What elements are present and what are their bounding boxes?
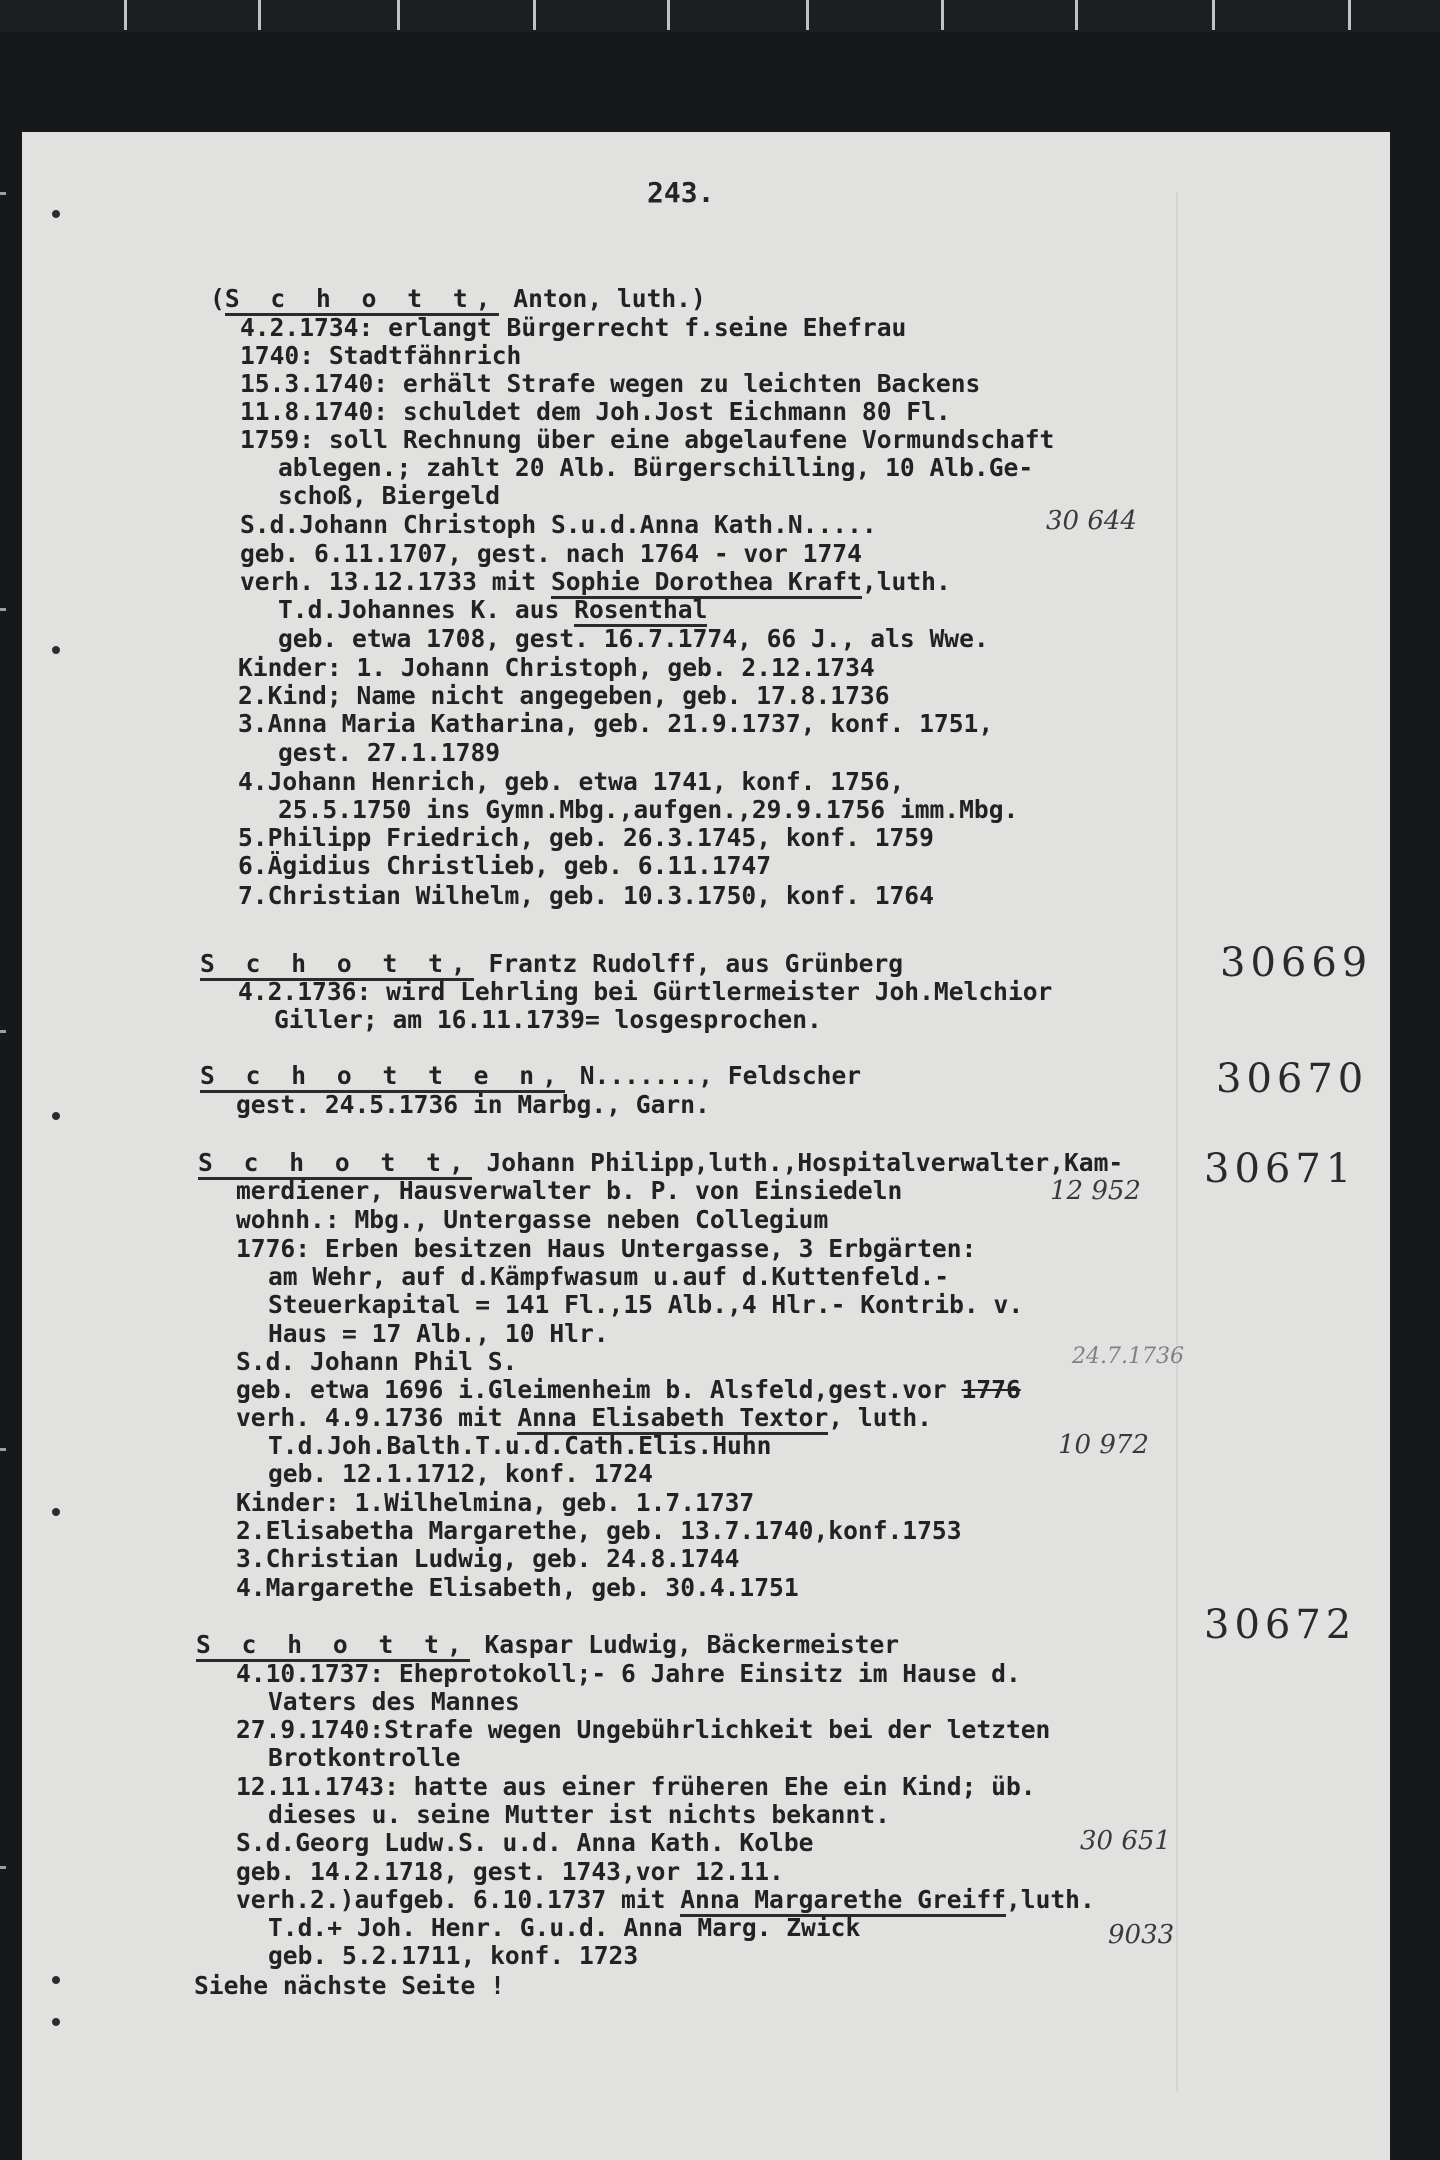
spouse-name: Sophie Dorothea Kraft — [551, 567, 862, 599]
scan-tick — [1212, 0, 1215, 30]
entry-line: 5.Philipp Friedrich, geb. 26.3.1745, konf. 1759 — [238, 823, 934, 852]
entry-line: gest. 27.1.1789 — [278, 738, 501, 767]
entry-line: 2.Kind; Name nicht angegeben, geb. 17.8.1736 — [238, 681, 890, 710]
entry-line: 4.2.1736: wird Lehrling bei Gürtlermeister Joh.Melchior — [238, 977, 1053, 1006]
entry-heading-rest: Johann Philipp,luth.,Hospitalverwalter,Kam- — [471, 1148, 1124, 1177]
surname: S c h o t t, — [200, 949, 474, 981]
record-number-stamp: 30671 — [1204, 1146, 1357, 1192]
entry-line: 2.Elisabetha Margarethe, geb. 13.7.1740,konf.1753 — [236, 1516, 962, 1545]
scan-tick — [941, 0, 944, 30]
entry-heading-rest: Kaspar Ludwig, Bäckermeister — [469, 1630, 900, 1659]
line-prefix: verh. 13.12.1733 mit — [240, 567, 551, 596]
place-name: Rosenthal — [574, 595, 707, 627]
entry-line: T.d.Joh.Balth.T.u.d.Cath.Elis.Huhn — [268, 1431, 772, 1460]
entry-line: S.d.Georg Ludw.S. u.d. Anna Kath. Kolbe — [236, 1828, 814, 1857]
entry-line: S.d. Johann Phil S. — [236, 1347, 518, 1376]
entry-line: geb. 6.11.1707, gest. nach 1764 - vor 1774 — [240, 539, 862, 568]
spouse-name: Anna Margarethe Greiff — [680, 1885, 1006, 1917]
line-suffix: ,luth. — [861, 567, 951, 596]
entry-heading — [198, 1149, 1123, 1177]
scan-tick — [667, 0, 670, 30]
scan-tick — [533, 0, 536, 30]
entry-line: 3.Christian Ludwig, geb. 24.8.1744 — [236, 1544, 740, 1573]
entry-line: ablegen.; zahlt 20 Alb. Bürgerschilling, 10 Alb.Ge- — [278, 453, 1034, 482]
entry-line: 1776: Erben besitzen Haus Untergasse, 3 Erbgärten: — [236, 1234, 977, 1263]
punch-hole — [52, 646, 60, 654]
entry-line: 15.3.1740: erhält Strafe wegen zu leichten Backens — [240, 369, 981, 398]
handwritten-note: 9033 — [1108, 1920, 1175, 1950]
entry-line: geb. 12.1.1712, konf. 1724 — [268, 1459, 653, 1488]
entry-heading — [196, 1631, 899, 1659]
entry-line: Steuerkapital = 141 Fl.,15 Alb.,4 Hlr.- Kontrib. v. — [268, 1290, 1024, 1319]
line-suffix: , luth. — [828, 1403, 932, 1432]
handwritten-note: 30 644 — [1046, 506, 1137, 536]
spouse-name: Anna Elisabeth Textor — [517, 1403, 828, 1435]
entry-line — [278, 596, 707, 624]
line-prefix: verh. 4.9.1736 mit — [236, 1403, 518, 1432]
scan-edge-strip — [0, 0, 1440, 32]
line-suffix: ,luth. — [1005, 1885, 1095, 1914]
handwritten-note: 30 651 — [1080, 1826, 1171, 1856]
entry-line: 7.Christian Wilhelm, geb. 10.3.1750, konf. 1764 — [238, 881, 934, 910]
entry-heading — [210, 285, 706, 313]
entry-line: Kinder: 1.Wilhelmina, geb. 1.7.1737 — [236, 1488, 755, 1517]
scan-tick — [1075, 0, 1078, 30]
line-text: geb. etwa 1696 i.Gleimenheim b. Alsfeld,gest.vor — [236, 1375, 962, 1404]
entry-line: schoß, Biergeld — [278, 481, 501, 510]
continued-note: Siehe nächste Seite ! — [194, 1971, 505, 2000]
edge-mark — [0, 1448, 6, 1451]
page-fold-line — [1176, 192, 1178, 2092]
entry-line: Vaters des Mannes — [268, 1687, 520, 1716]
entry-heading-rest: Frantz Rudolff, aus Grünberg — [473, 949, 904, 978]
scan-tick — [258, 0, 261, 30]
surname: S c h o t t e n, — [200, 1061, 565, 1093]
record-number-stamp: 30670 — [1216, 1056, 1369, 1102]
scan-tick — [1348, 0, 1351, 30]
punch-hole — [52, 1508, 60, 1516]
scan-tick — [806, 0, 809, 30]
entry-line: 4.10.1737: Eheprotokoll;- 6 Jahre Einsitz im Hause d. — [236, 1659, 1021, 1688]
entry-line: 6.Ägidius Christlieb, geb. 6.11.1747 — [238, 851, 772, 880]
entry-heading-rest: N......., Feldscher — [564, 1061, 862, 1090]
entry-line: geb. 14.2.1718, gest. 1743,vor 12.11. — [236, 1857, 784, 1886]
entry-line — [236, 1376, 1021, 1404]
surname: S c h o t t, — [196, 1630, 470, 1662]
handwritten-note: 24.7.1736 — [1072, 1344, 1184, 1369]
entry-line: am Wehr, auf d.Kämpfwasum u.auf d.Kuttenfeld.- — [268, 1262, 950, 1291]
edge-mark — [0, 1030, 6, 1033]
line-prefix: T.d.Johannes K. aus — [278, 595, 575, 624]
entry-line: gest. 24.5.1736 in Marbg., Garn. — [236, 1090, 710, 1119]
entry-line — [236, 1404, 932, 1432]
entry-line: geb. 5.2.1711, konf. 1723 — [268, 1941, 639, 1970]
punch-hole — [52, 1112, 60, 1120]
handwritten-note: 12 952 — [1050, 1176, 1141, 1206]
punch-hole — [52, 1976, 60, 1984]
record-number-stamp: 30672 — [1204, 1602, 1357, 1648]
entry-line: Giller; am 16.11.1739= losgesprochen. — [274, 1005, 822, 1034]
scan-tick — [397, 0, 400, 30]
entry-line: merdiener, Hausverwalter b. P. von Einsiedeln — [236, 1176, 903, 1205]
entry-line: T.d.+ Joh. Henr. G.u.d. Anna Marg. Zwick — [268, 1913, 861, 1942]
entry-line: Kinder: 1. Johann Christoph, geb. 2.12.1734 — [238, 653, 875, 682]
entry-line: wohnh.: Mbg., Untergasse neben Collegium — [236, 1205, 829, 1234]
entry-line — [236, 1886, 1095, 1914]
struck-out-year: 1776 — [961, 1375, 1021, 1404]
edge-mark — [0, 608, 6, 611]
entry-heading-rest: Anton, luth.) — [498, 284, 706, 313]
entry-line: geb. etwa 1708, gest. 16.7.1774, 66 J., als Wwe. — [278, 624, 989, 653]
index-card-page — [22, 132, 1390, 2160]
scan-tick — [124, 0, 127, 30]
edge-mark — [0, 192, 6, 195]
surname: S c h o t t, — [198, 1148, 472, 1180]
edge-mark — [0, 1866, 6, 1869]
entry-heading — [200, 950, 903, 978]
entry-line: 3.Anna Maria Katharina, geb. 21.9.1737, konf. 1751, — [238, 709, 994, 738]
entry-line: 12.11.1743: hatte aus einer früheren Ehe ein Kind; üb. — [236, 1772, 1036, 1801]
entry-line: 11.8.1740: schuldet dem Joh.Jost Eichmann 80 Fl. — [240, 397, 951, 426]
handwritten-note: 10 972 — [1058, 1430, 1149, 1460]
entry-line: 27.9.1740:Strafe wegen Ungebührlichkeit bei der letzten — [236, 1715, 1051, 1744]
entry-line: Brotkontrolle — [268, 1743, 461, 1772]
punch-hole — [52, 210, 60, 218]
entry-line: 1759: soll Rechnung über eine abgelaufene Vormundschaft — [240, 425, 1055, 454]
punch-hole — [52, 2018, 60, 2026]
entry-line: 1740: Stadtfähnrich — [240, 341, 522, 370]
entry-line: 25.5.1750 ins Gymn.Mbg.,aufgen.,29.9.1756 imm.Mbg. — [278, 795, 1019, 824]
entry-line: S.d.Johann Christoph S.u.d.Anna Kath.N..... — [240, 510, 877, 539]
entry-line: 4.Margarethe Elisabeth, geb. 30.4.1751 — [236, 1573, 799, 1602]
entry-line: 4.2.1734: erlangt Bürgerrecht f.seine Ehefrau — [240, 313, 907, 342]
entry-line: dieses u. seine Mutter ist nichts bekannt. — [268, 1800, 890, 1829]
page-number: 243. — [647, 176, 715, 209]
entry-line — [240, 568, 951, 596]
entry-line: 4.Johann Henrich, geb. etwa 1741, konf. 1756, — [238, 767, 905, 796]
surname: S c h o t t, — [225, 284, 499, 316]
entry-heading — [200, 1062, 861, 1090]
entry-heading-prefix: ( — [210, 284, 225, 313]
line-prefix: verh.2.)aufgeb. 6.10.1737 mit — [236, 1885, 681, 1914]
entry-line: Haus = 17 Alb., 10 Hlr. — [268, 1319, 609, 1348]
record-number-stamp: 30669 — [1220, 940, 1373, 986]
